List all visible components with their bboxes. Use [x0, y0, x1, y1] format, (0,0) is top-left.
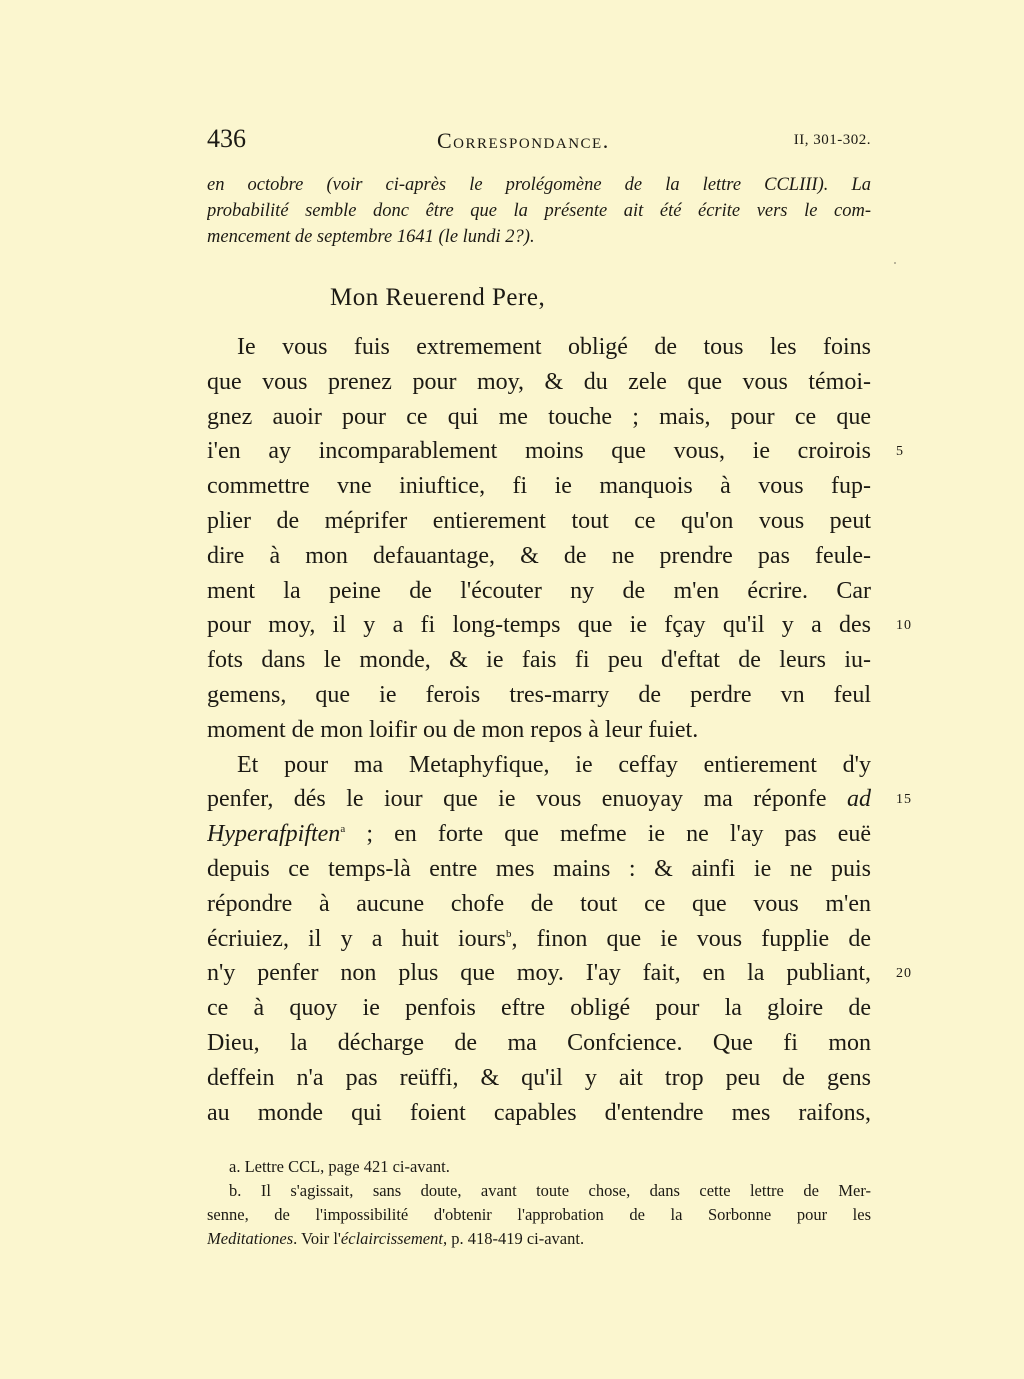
- body-line: dire à mon defauantage, & de ne prendre pas feule-: [207, 542, 871, 569]
- salutation: Mon Reuerend Pere,: [330, 284, 546, 311]
- page-number: 436: [207, 124, 246, 153]
- italic-hyperaspisten: Hyperafpiften: [207, 821, 341, 848]
- body-line: pour moy, il y a fi long-temps que ie fçay qu'il y a des: [207, 612, 871, 639]
- body-line: Dieu, la décharge de ma Confcience. Que fi mon: [207, 1029, 871, 1056]
- intro-line: probabilité semble donc être que la présente ait été écrite vers le com-: [207, 201, 871, 221]
- intro-line: mencement de septembre 1641 (le lundi 2?).: [207, 227, 535, 247]
- body-line: gnez auoir pour ce qui me touche ; mais, pour ce que: [207, 403, 871, 430]
- body-line: Ie vous fuis extremement obligé de tous les foins: [237, 334, 871, 360]
- intro-line: en octobre (voir ci-après le prolégomène de la lettre CCLIII). La: [207, 175, 871, 195]
- paper-speck: [894, 262, 896, 264]
- body-line: [207, 817, 871, 852]
- letter-body: [207, 330, 871, 1130]
- running-title: Correspondance.: [437, 128, 610, 153]
- body-line: n'y penfer non plus que moy. I'ay fait, en la publiant,: [207, 960, 871, 987]
- italic-ad: ad: [847, 786, 871, 813]
- body-line: depuis ce temps-là entre mes mains : & ainfi ie ne puis: [207, 855, 871, 882]
- body-text: penfer, dés le iour que ie vous enuoyay ma réponfe: [207, 786, 827, 813]
- footnote-text: , p. 418-419 ci-avant.: [442, 1229, 585, 1248]
- footnote-b-line: [207, 1227, 871, 1251]
- body-line: au monde qui foient capables d'entendre mes raifons,: [207, 1099, 871, 1126]
- body-line: plier de méprifer entierement tout ce qu'on vous peut: [207, 507, 871, 534]
- body-text: , finon que ie vous fupplie de: [511, 925, 871, 952]
- body-line: commettre vne iniuftice, fi ie manquois à vous fup-: [207, 473, 871, 500]
- body-line: Et pour ma Metaphyfique, ie ceffay entierement d'y: [237, 751, 871, 778]
- note-mark-b: b: [506, 927, 512, 940]
- footnotes: [207, 1155, 871, 1251]
- italic-meditationes: Meditationes: [207, 1229, 294, 1248]
- intro-note: [207, 172, 871, 250]
- footnote-b-line: b. Il s'agissait, sans doute, avant toute chose, dans cette lettre de Mer-: [229, 1181, 871, 1200]
- volume-reference: II, 301-302.: [793, 132, 871, 148]
- body-line: moment de mon loifir ou de mon repos à leur fuiet.: [207, 716, 699, 743]
- note-mark-a: a: [340, 823, 346, 836]
- body-line: répondre à aucune chofe de tout ce que vous m'en: [207, 890, 871, 917]
- body-line: gemens, que ie ferois tres-marry de perdre vn feul: [207, 681, 871, 708]
- body-text: ; en forte que mefme ie ne l'ay pas euë: [366, 821, 871, 848]
- body-line: ment la peine de l'écouter ny de m'en écrire. Car: [207, 577, 871, 604]
- italic-eclaircissement: éclaircissement: [340, 1229, 443, 1248]
- line-number: 20: [896, 966, 912, 981]
- footnote-b-line: senne, de l'impossibilité d'obtenir l'approbation de la Sorbonne pour les: [207, 1205, 871, 1224]
- body-line: [207, 782, 871, 817]
- body-line: i'en ay incomparablement moins que vous, ie croirois: [207, 438, 871, 465]
- line-number: 10: [896, 618, 912, 633]
- body-line: ce à quoy ie penfois eftre obligé pour la gloire de: [207, 995, 871, 1022]
- line-number: 15: [896, 792, 912, 807]
- body-line: que vous prenez pour moy, & du zele que vous témoi-: [207, 368, 871, 395]
- line-number: 5: [896, 444, 904, 459]
- body-line: [207, 922, 871, 957]
- body-line: fots dans le monde, & ie fais fi peu d'eftat de leurs iu-: [207, 647, 871, 674]
- body-text: écriuiez, il y a huit iours: [207, 925, 507, 952]
- footnote-text: . Voir l': [293, 1229, 341, 1248]
- running-header: [207, 124, 871, 158]
- footnote-a: a. Lettre CCL, page 421 ci-avant.: [229, 1157, 450, 1176]
- body-line: deffein n'a pas reüffi, & qu'il y ait trop peu de gens: [207, 1064, 871, 1091]
